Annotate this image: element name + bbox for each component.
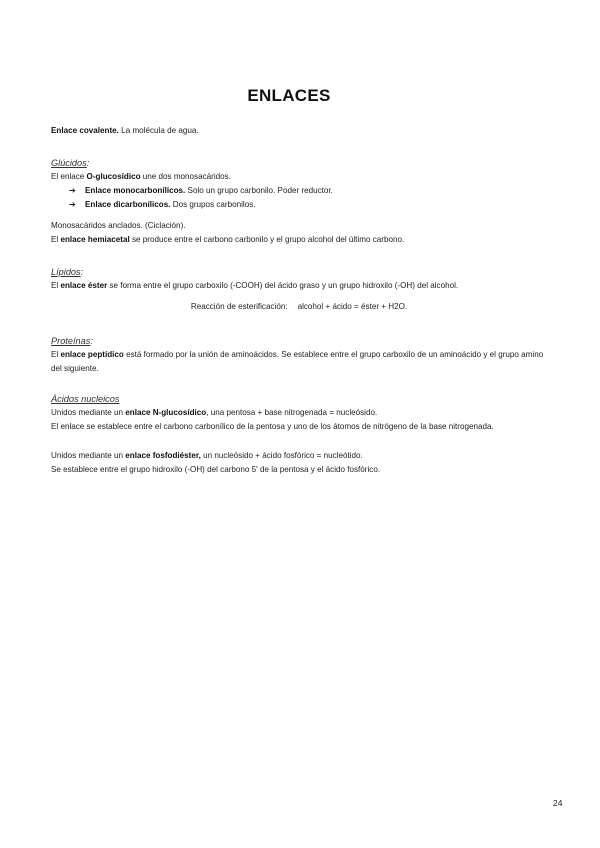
acidos-line-3 [51,449,551,463]
arrow-icon: ➔ [69,200,76,209]
intro-paragraph [51,124,551,138]
page-number: 24 [553,798,563,808]
heading-suffix: : [90,336,93,346]
acidos-line-2: El enlace se establece entre el carbono carbonílico de la pentosa y uno de los átomos de nitrógeno de la base nitrogenada. [51,422,494,431]
text-span: Dos grupos carbonilos. [170,200,256,209]
bold-term: enlace éster [60,281,108,290]
document-body [51,124,551,477]
text-span: El [51,281,61,290]
text-span: Solo un grupo carbonilo. Poder reductor. [185,186,333,195]
glucidos-line-2: Monosacáridos anclados. (Ciclación). [51,221,186,230]
list-item [51,184,551,198]
text-span: está formado por la unión de aminoácidos. Se establece entre el grupo carboxilo de un aminoácido y el grupo amino del siguiente. [51,350,544,373]
page-title: ENLACES [247,86,331,105]
heading-suffix: : [86,158,90,168]
proteinas-line-1 [51,348,551,376]
text-span: El enlace [51,172,87,181]
text-span: une dos monosacáridos. [140,172,231,181]
section-heading-proteinas [51,334,551,348]
lipidos-line-1 [51,279,551,293]
section-heading-lipidos [51,265,551,279]
text-span: un nucleósido + ácido fosfórico = nucleótido. [200,451,363,460]
acidos-line-1 [51,406,551,420]
text-span: Unidos mediante un [51,451,126,460]
heading-text: Proteínas [51,336,91,346]
text-span: se produce entre el carbono carbonilo y el grupo alcohol del último carbono. [129,235,405,244]
reaction-label: Reacción de esterificación: [190,302,288,311]
intro-text: La molécula de agua. [118,126,199,135]
text-span: El [51,235,61,244]
bold-term: enlace fosfodiéster, [125,451,201,460]
heading-text: Glúcidos [51,158,87,168]
bold-term: O-glucosídico [86,172,141,181]
arrow-icon: ➔ [69,186,76,195]
glucidos-line-1 [51,170,551,184]
intro-bold: Enlace covalente. [51,126,119,135]
glucidos-line-3 [51,233,551,247]
bold-term: enlace peptídico [60,350,124,359]
section-heading-glucidos [51,156,551,170]
heading-text: Lípidos [51,267,81,277]
bold-term: Enlace monocarbonílicos. [85,186,186,195]
bold-term: Enlace dicarbonílicos. [85,200,171,209]
section-heading-acidos-nucleicos: Ácidos nucleicos [51,394,120,404]
esterification-reaction [51,300,551,314]
text-span: El [51,350,61,359]
list-item [51,198,551,212]
text-span: se forma entre el grupo carboxilo (-COOH) del ácido graso y un grupo hidroxilo (-OH) del alcohol. [107,281,459,290]
bold-term: enlace hemiacetal [60,235,130,244]
bold-term: enlace N-glucosídico [125,408,207,417]
acidos-line-4: Se establece entre el grupo hidroxilo (-OH) del carbono 5' de la pentosa y el ácido fosfórico. [51,465,381,474]
text-span: Unidos mediante un [51,408,126,417]
text-span: , una pentosa + base nitrogenada = nucleósido. [206,408,378,417]
heading-suffix: : [80,267,84,277]
reaction-formula: alcohol + ácido = éster + H2O. [297,302,408,311]
